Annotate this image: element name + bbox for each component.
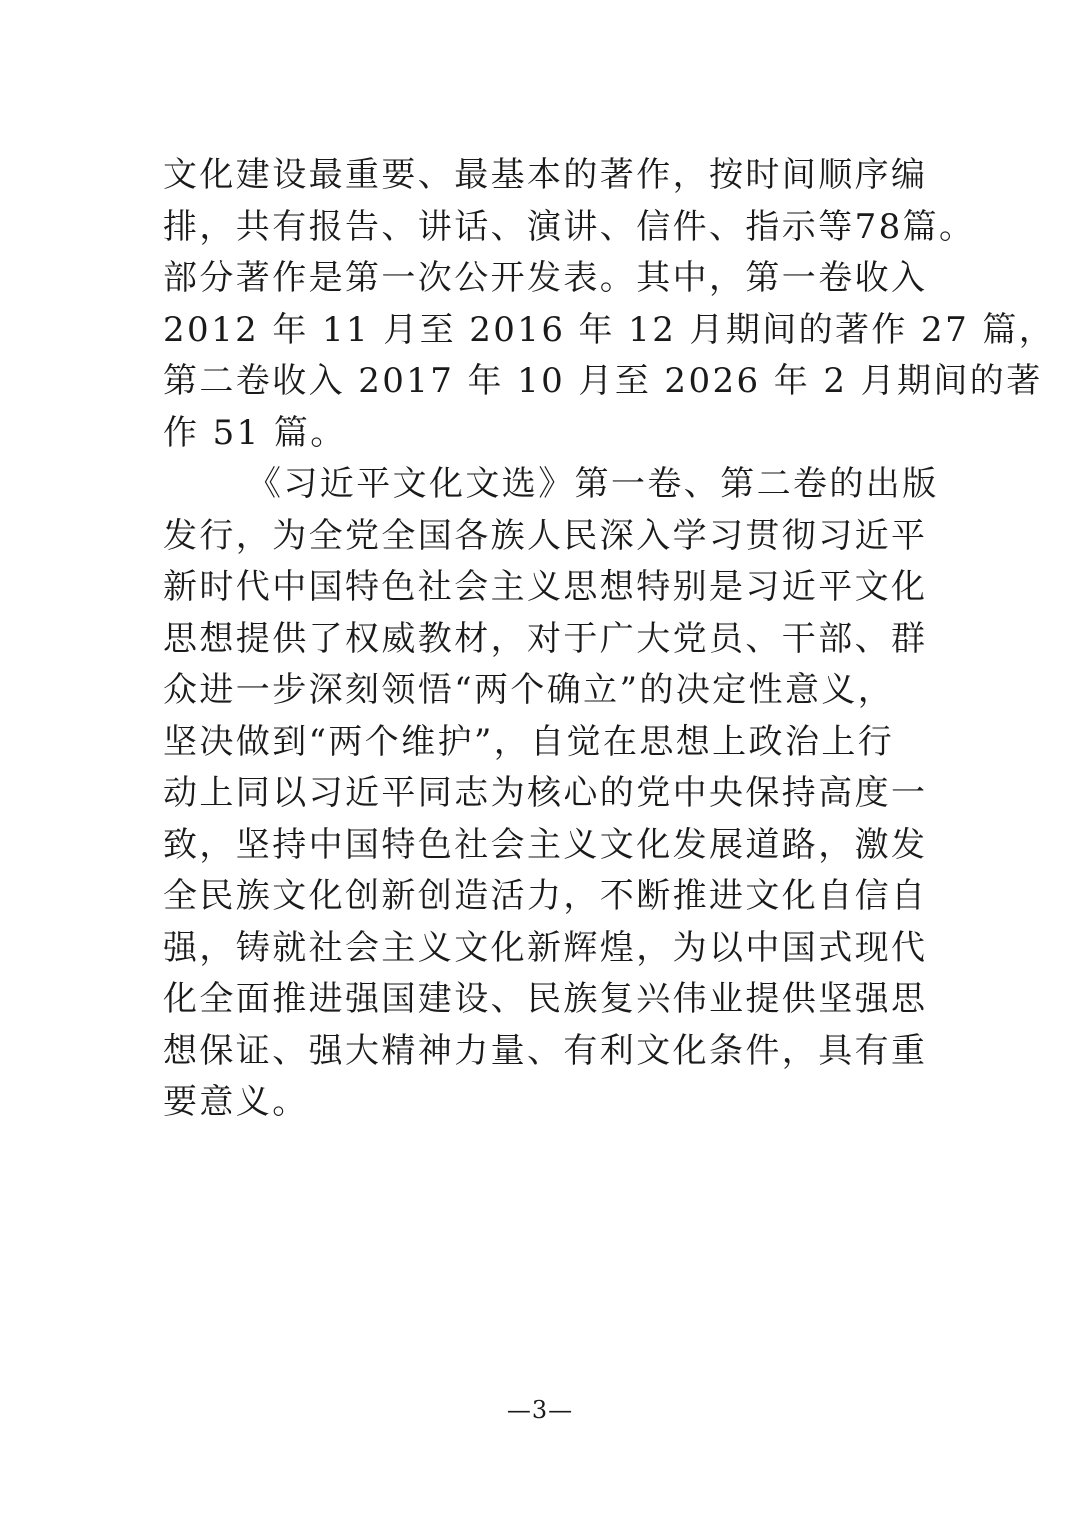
text-line: 《习近平文化文选》第一卷、第二卷的出版	[247, 464, 939, 504]
text-line: 化全面推进强国建设、民族复兴伟业提供坚强思	[163, 979, 928, 1019]
text-line: 强，铸就社会主义文化新辉煌，为以中国式现代	[163, 927, 928, 968]
text-line: 发行，为全党全国各族人民深入学习贯彻习近平	[163, 515, 928, 556]
text-line: 作 51 篇。	[163, 412, 347, 453]
text-line: 排，共有报告、讲话、演讲、信件、指示等78篇。	[163, 206, 976, 247]
paragraph-1	[163, 150, 1056, 459]
text-line: 思想提供了权威教材，对于广大党员、干部、群	[163, 618, 928, 659]
paragraph-2	[163, 459, 939, 1129]
text-line: 动上同以习近平同志为核心的党中央保持高度一	[163, 773, 928, 813]
page-number: —3—	[506, 1396, 574, 1424]
text-line: 众进一步深刻领悟“两个确立”的决定性意义，	[163, 670, 895, 710]
text-line: 坚决做到“两个维护”，自觉在思想上政治上行	[163, 721, 895, 762]
text-line: 全民族文化创新创造活力，不断推进文化自信自	[163, 876, 928, 916]
text-line: 第二卷收入 2017 年 10 月至 2026 年 2 月期间的著	[163, 361, 1043, 401]
text-line: 想保证、强大精神力量、有利文化条件，具有重	[163, 1030, 928, 1071]
body-text	[163, 150, 1056, 1129]
text-line: 2012 年 11 月至 2016 年 12 月期间的著作 27 篇，	[163, 309, 1056, 350]
text-line: 部分著作是第一次公开发表。其中，第一卷收入	[163, 258, 928, 298]
text-line: 文化建设最重要、最基本的著作，按时间顺序编	[163, 155, 928, 195]
text-line: 要意义。	[163, 1082, 309, 1122]
text-line: 致，坚持中国特色社会主义文化发展道路，激发	[163, 824, 928, 865]
text-line: 新时代中国特色社会主义思想特别是习近平文化	[163, 567, 928, 607]
